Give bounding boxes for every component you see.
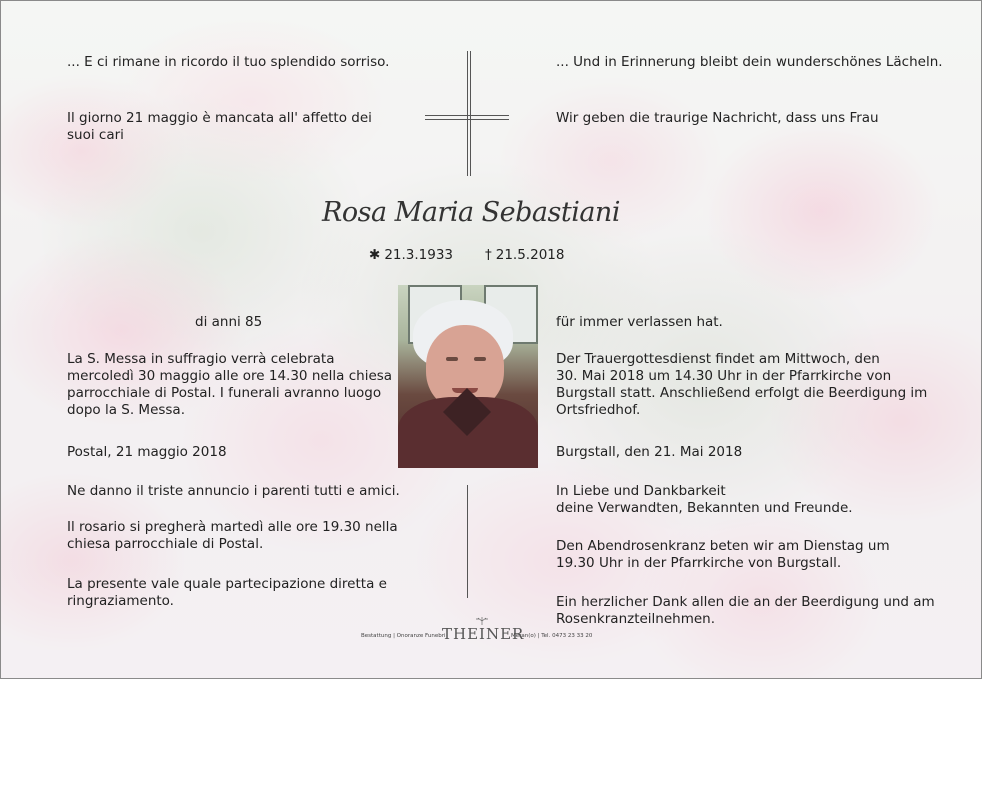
left-age: di anni 85 — [195, 314, 263, 330]
logo-brand: THEINER — [442, 625, 525, 643]
left-announcement: Il giorno 21 maggio è mancata all' affetto dei suoi cari — [67, 110, 372, 143]
logo-right-text: Meran(o) | Tel. 0473 23 33 20 — [511, 633, 593, 639]
cross-horizontal-bar-inner — [425, 119, 509, 120]
right-announcement: Wir geben die traurige Nachricht, dass uns Frau — [556, 110, 879, 126]
death-cross-icon: † — [485, 247, 492, 263]
cross-horizontal-bar — [425, 115, 509, 116]
death-date-value: 21.5.2018 — [495, 247, 565, 263]
death-date — [485, 247, 564, 263]
left-closing: La presente vale quale partecipazione diretta e ringraziamento. — [67, 576, 387, 609]
birth-star-icon: ✱ — [369, 247, 381, 263]
right-closing: Ein herzlicher Dank allen die an der Beerdigung und am Rosenkranzteilnehmen. — [556, 594, 935, 627]
left-place-date: Postal, 21 maggio 2018 — [67, 444, 227, 460]
right-mourners: In Liebe und Dankbarkeit deine Verwandten, Bekannten und Freunde. — [556, 483, 853, 516]
right-intro: ... Und in Erinnerung bleibt dein wunderschönes Lächeln. — [556, 54, 943, 70]
birth-date-value: 21.3.1933 — [384, 247, 454, 263]
right-left-us: für immer verlassen hat. — [556, 314, 723, 330]
funeral-home-logo — [361, 617, 601, 645]
left-mourners: Ne danno il triste annuncio i parenti tutti e amici. — [67, 483, 400, 499]
photo-eye-left — [446, 357, 458, 361]
right-rosary: Den Abendrosenkranz beten wir am Dienstag um 19.30 Uhr in der Pfarrkirche von Burgstall. — [556, 538, 890, 571]
cross-vertical-bar — [467, 51, 468, 176]
birth-date — [369, 247, 453, 263]
logo-left-text: Bestattung | Onoranze Funebri — [361, 633, 446, 639]
tree-icon — [472, 617, 492, 625]
portrait-photo — [398, 285, 538, 468]
deceased-name: Rosa Maria Sebastiani — [322, 197, 620, 228]
left-rosary: Il rosario si pregherà martedì alle ore 19.30 nella chiesa parrocchiale di Postal. — [67, 519, 398, 552]
center-divider-line — [467, 485, 468, 598]
photo-eye-right — [474, 357, 486, 361]
right-mass: Der Trauergottesdienst findet am Mittwoch, den 30. Mai 2018 um 14.30 Uhr in der Pfarrkirche von Burgstall statt. Anschließend erfolgt die Beerdigung im Ortsfriedhof. — [556, 351, 928, 418]
left-intro: ... E ci rimane in ricordo il tuo splendido sorriso. — [67, 54, 390, 70]
left-mass: La S. Messa in suffragio verrà celebrata mercoledì 30 maggio alle ore 14.30 nella chiesa parrocchiale di Postal. I funerali avranno luogo dopo la S. Messa. — [67, 351, 393, 418]
cross-vertical-bar-inner — [470, 51, 471, 176]
right-place-date: Burgstall, den 21. Mai 2018 — [556, 444, 743, 460]
